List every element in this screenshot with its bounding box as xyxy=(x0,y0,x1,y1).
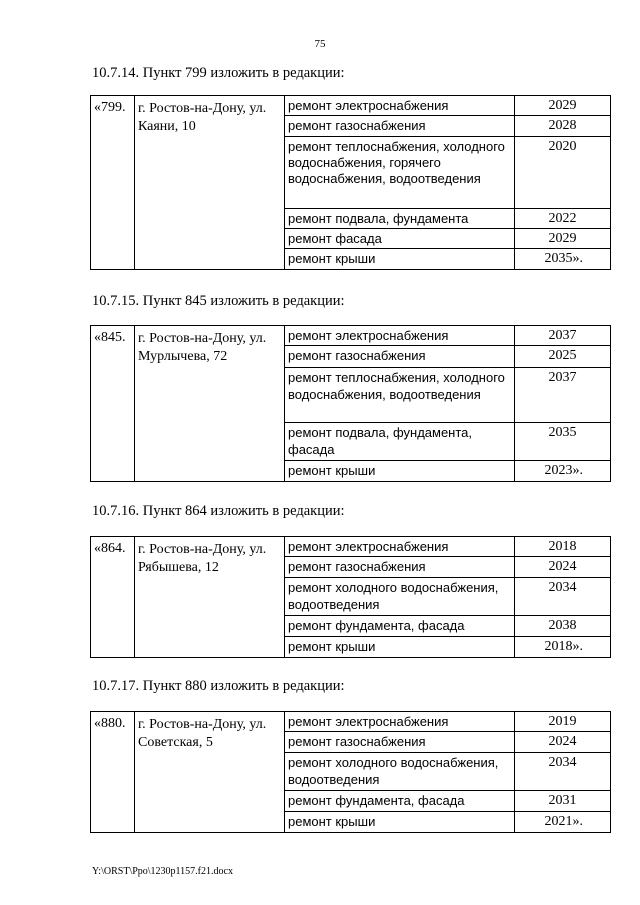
year: 2035». xyxy=(515,249,611,270)
year: 2029 xyxy=(515,96,611,116)
work-type: ремонт фасада xyxy=(285,228,515,248)
work-type: ремонт холодного водоснабжения, водоотведения xyxy=(285,753,515,791)
address: г. Ростов-на-Дону, ул. Мурлычева, 72 xyxy=(135,326,285,482)
work-type: ремонт газоснабжения xyxy=(285,732,515,753)
work-type: ремонт холодного водоснабжения, водоотведения xyxy=(285,578,515,616)
year: 2018 xyxy=(515,537,611,557)
work-type: ремонт фундамента, фасада xyxy=(285,616,515,636)
year: 2038 xyxy=(515,616,611,636)
work-type: ремонт теплоснабжения, холодного водоснабжения, водоотведения xyxy=(285,368,515,423)
page-number: 75 xyxy=(314,38,326,50)
year: 2023». xyxy=(515,461,611,482)
work-type: ремонт фундамента, фасада xyxy=(285,791,515,811)
work-type: ремонт теплоснабжения, холодного водоснабжения, горячего водоснабжения, водоотведения xyxy=(285,136,515,208)
work-type: ремонт крыши xyxy=(285,811,515,832)
year: 2021». xyxy=(515,811,611,832)
work-type: ремонт крыши xyxy=(285,461,515,482)
address: г. Ростов-на-Дону, ул. Советская, 5 xyxy=(135,712,285,833)
year: 2019 xyxy=(515,712,611,732)
work-type: ремонт электроснабжения xyxy=(285,96,515,116)
work-type: ремонт газоснабжения xyxy=(285,346,515,368)
year: 2024 xyxy=(515,557,611,578)
year: 2025 xyxy=(515,346,611,368)
year: 2020 xyxy=(515,136,611,208)
year: 2024 xyxy=(515,732,611,753)
work-type: ремонт газоснабжения xyxy=(285,116,515,136)
section-heading: 10.7.14. Пункт 799 изложить в редакции: xyxy=(92,65,345,81)
work-type: ремонт электроснабжения xyxy=(285,537,515,557)
item-number: «845. xyxy=(91,326,135,482)
item-number: «864. xyxy=(91,537,135,658)
year: 2037 xyxy=(515,368,611,423)
repair-schedule-table xyxy=(90,711,611,833)
repair-schedule-table xyxy=(90,536,611,658)
address: г. Ростов-на-Дону, ул. Каяни, 10 xyxy=(135,96,285,270)
work-type: ремонт электроснабжения xyxy=(285,712,515,732)
repair-schedule-table xyxy=(90,95,611,270)
year: 2018». xyxy=(515,636,611,657)
section-heading: 10.7.16. Пункт 864 изложить в редакции: xyxy=(92,503,345,519)
repair-schedule-table xyxy=(90,325,611,482)
section-heading: 10.7.15. Пункт 845 изложить в редакции: xyxy=(92,293,345,309)
year: 2031 xyxy=(515,791,611,811)
year: 2022 xyxy=(515,208,611,228)
item-number: «799. xyxy=(91,96,135,270)
work-type: ремонт газоснабжения xyxy=(285,557,515,578)
work-type: ремонт подвала, фундамента, фасада xyxy=(285,423,515,461)
year: 2037 xyxy=(515,326,611,346)
year: 2034 xyxy=(515,753,611,791)
address: г. Ростов-на-Дону, ул. Рябышева, 12 xyxy=(135,537,285,658)
year: 2029 xyxy=(515,228,611,248)
year: 2034 xyxy=(515,578,611,616)
item-number: «880. xyxy=(91,712,135,833)
section-heading: 10.7.17. Пункт 880 изложить в редакции: xyxy=(92,678,345,694)
work-type: ремонт крыши xyxy=(285,636,515,657)
file-path-footer: Y:\ORST\Ppo\1230p1157.f21.docx xyxy=(92,866,233,877)
year: 2035 xyxy=(515,423,611,461)
work-type: ремонт подвала, фундамента xyxy=(285,208,515,228)
work-type: ремонт крыши xyxy=(285,249,515,270)
work-type: ремонт электроснабжения xyxy=(285,326,515,346)
year: 2028 xyxy=(515,116,611,136)
